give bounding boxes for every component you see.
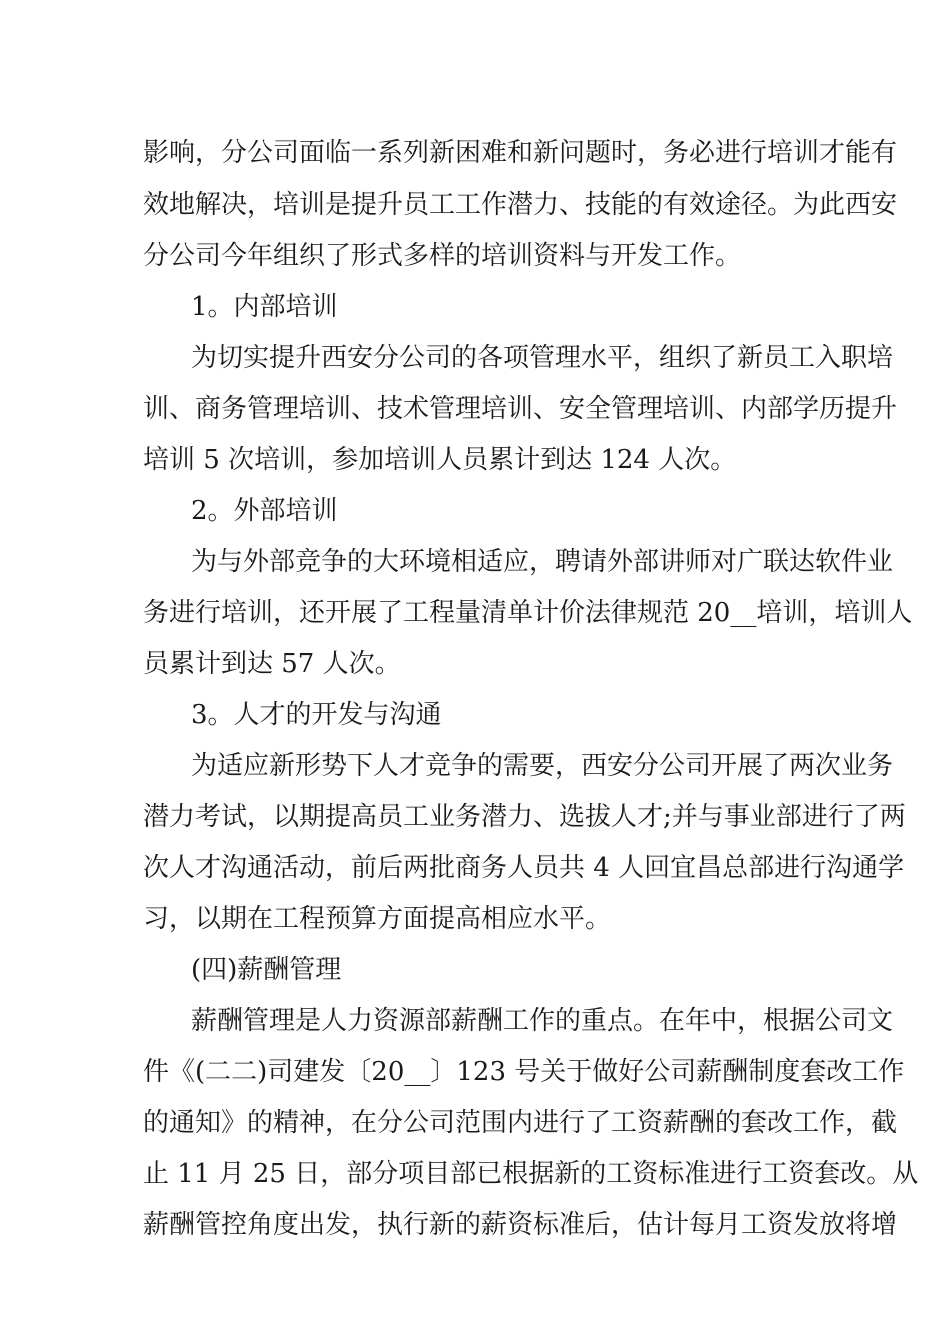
body-text-line: 件《(二二)司建发〔20__〕123 号关于做好公司薪酬制度套改工作 xyxy=(143,1057,905,1087)
section-heading: (四)薪酬管理 xyxy=(191,955,342,985)
body-text-line: 习，以期在工程预算方面提高相应水平。 xyxy=(143,904,612,934)
body-text-line: 薪酬管控角度出发，执行新的薪资标准后，估计每月工资发放将增 xyxy=(143,1210,898,1240)
section-heading: 3。人才的开发与沟通 xyxy=(191,700,442,730)
paragraph-first-line: 为切实提升西安分公司的各项管理水平，组织了新员工入职培 xyxy=(191,343,894,373)
section-heading: 1。内部培训 xyxy=(191,292,338,322)
body-text-line: 效地解决，培训是提升员工工作潜力、技能的有效途径。为此西安 xyxy=(143,190,898,220)
paragraph-first-line: 为适应新形势下人才竞争的需要，西安分公司开展了两次业务 xyxy=(191,751,894,781)
paragraph-first-line: 薪酬管理是人力资源部薪酬工作的重点。在年中，根据公司文 xyxy=(191,1006,894,1036)
body-text-line: 影响，分公司面临一系列新困难和新问题时，务必进行培训才能有 xyxy=(143,138,898,168)
body-text-line: 培训 5 次培训，参加培训人员累计到达 124 人次。 xyxy=(143,445,737,475)
body-text-line: 务进行培训，还开展了工程量清单计价法律规范 20__培训，培训人 xyxy=(143,598,913,628)
body-text-line: 止 11 月 25 日，部分项目部已根据新的工资标准进行工资套改。从 xyxy=(143,1159,919,1189)
body-text-line: 员累计到达 57 人次。 xyxy=(143,649,401,679)
body-text-line: 训、商务管理培训、技术管理培训、安全管理培训、内部学历提升 xyxy=(143,394,898,424)
body-text-line: 潜力考试，以期提高员工业务潜力、选拔人才;并与事业部进行了两 xyxy=(143,802,906,832)
body-text-line: 的通知》的精神，在分公司范围内进行了工资薪酬的套改工作，截 xyxy=(143,1108,898,1138)
body-text-line: 分公司今年组织了形式多样的培训资料与开发工作。 xyxy=(143,241,742,271)
section-heading: 2。外部培训 xyxy=(191,496,338,526)
paragraph-first-line: 为与外部竞争的大环境相适应，聘请外部讲师对广联达软件业 xyxy=(191,547,894,577)
body-text-line: 次人才沟通活动，前后两批商务人员共 4 人回宜昌总部进行沟通学 xyxy=(143,853,905,883)
